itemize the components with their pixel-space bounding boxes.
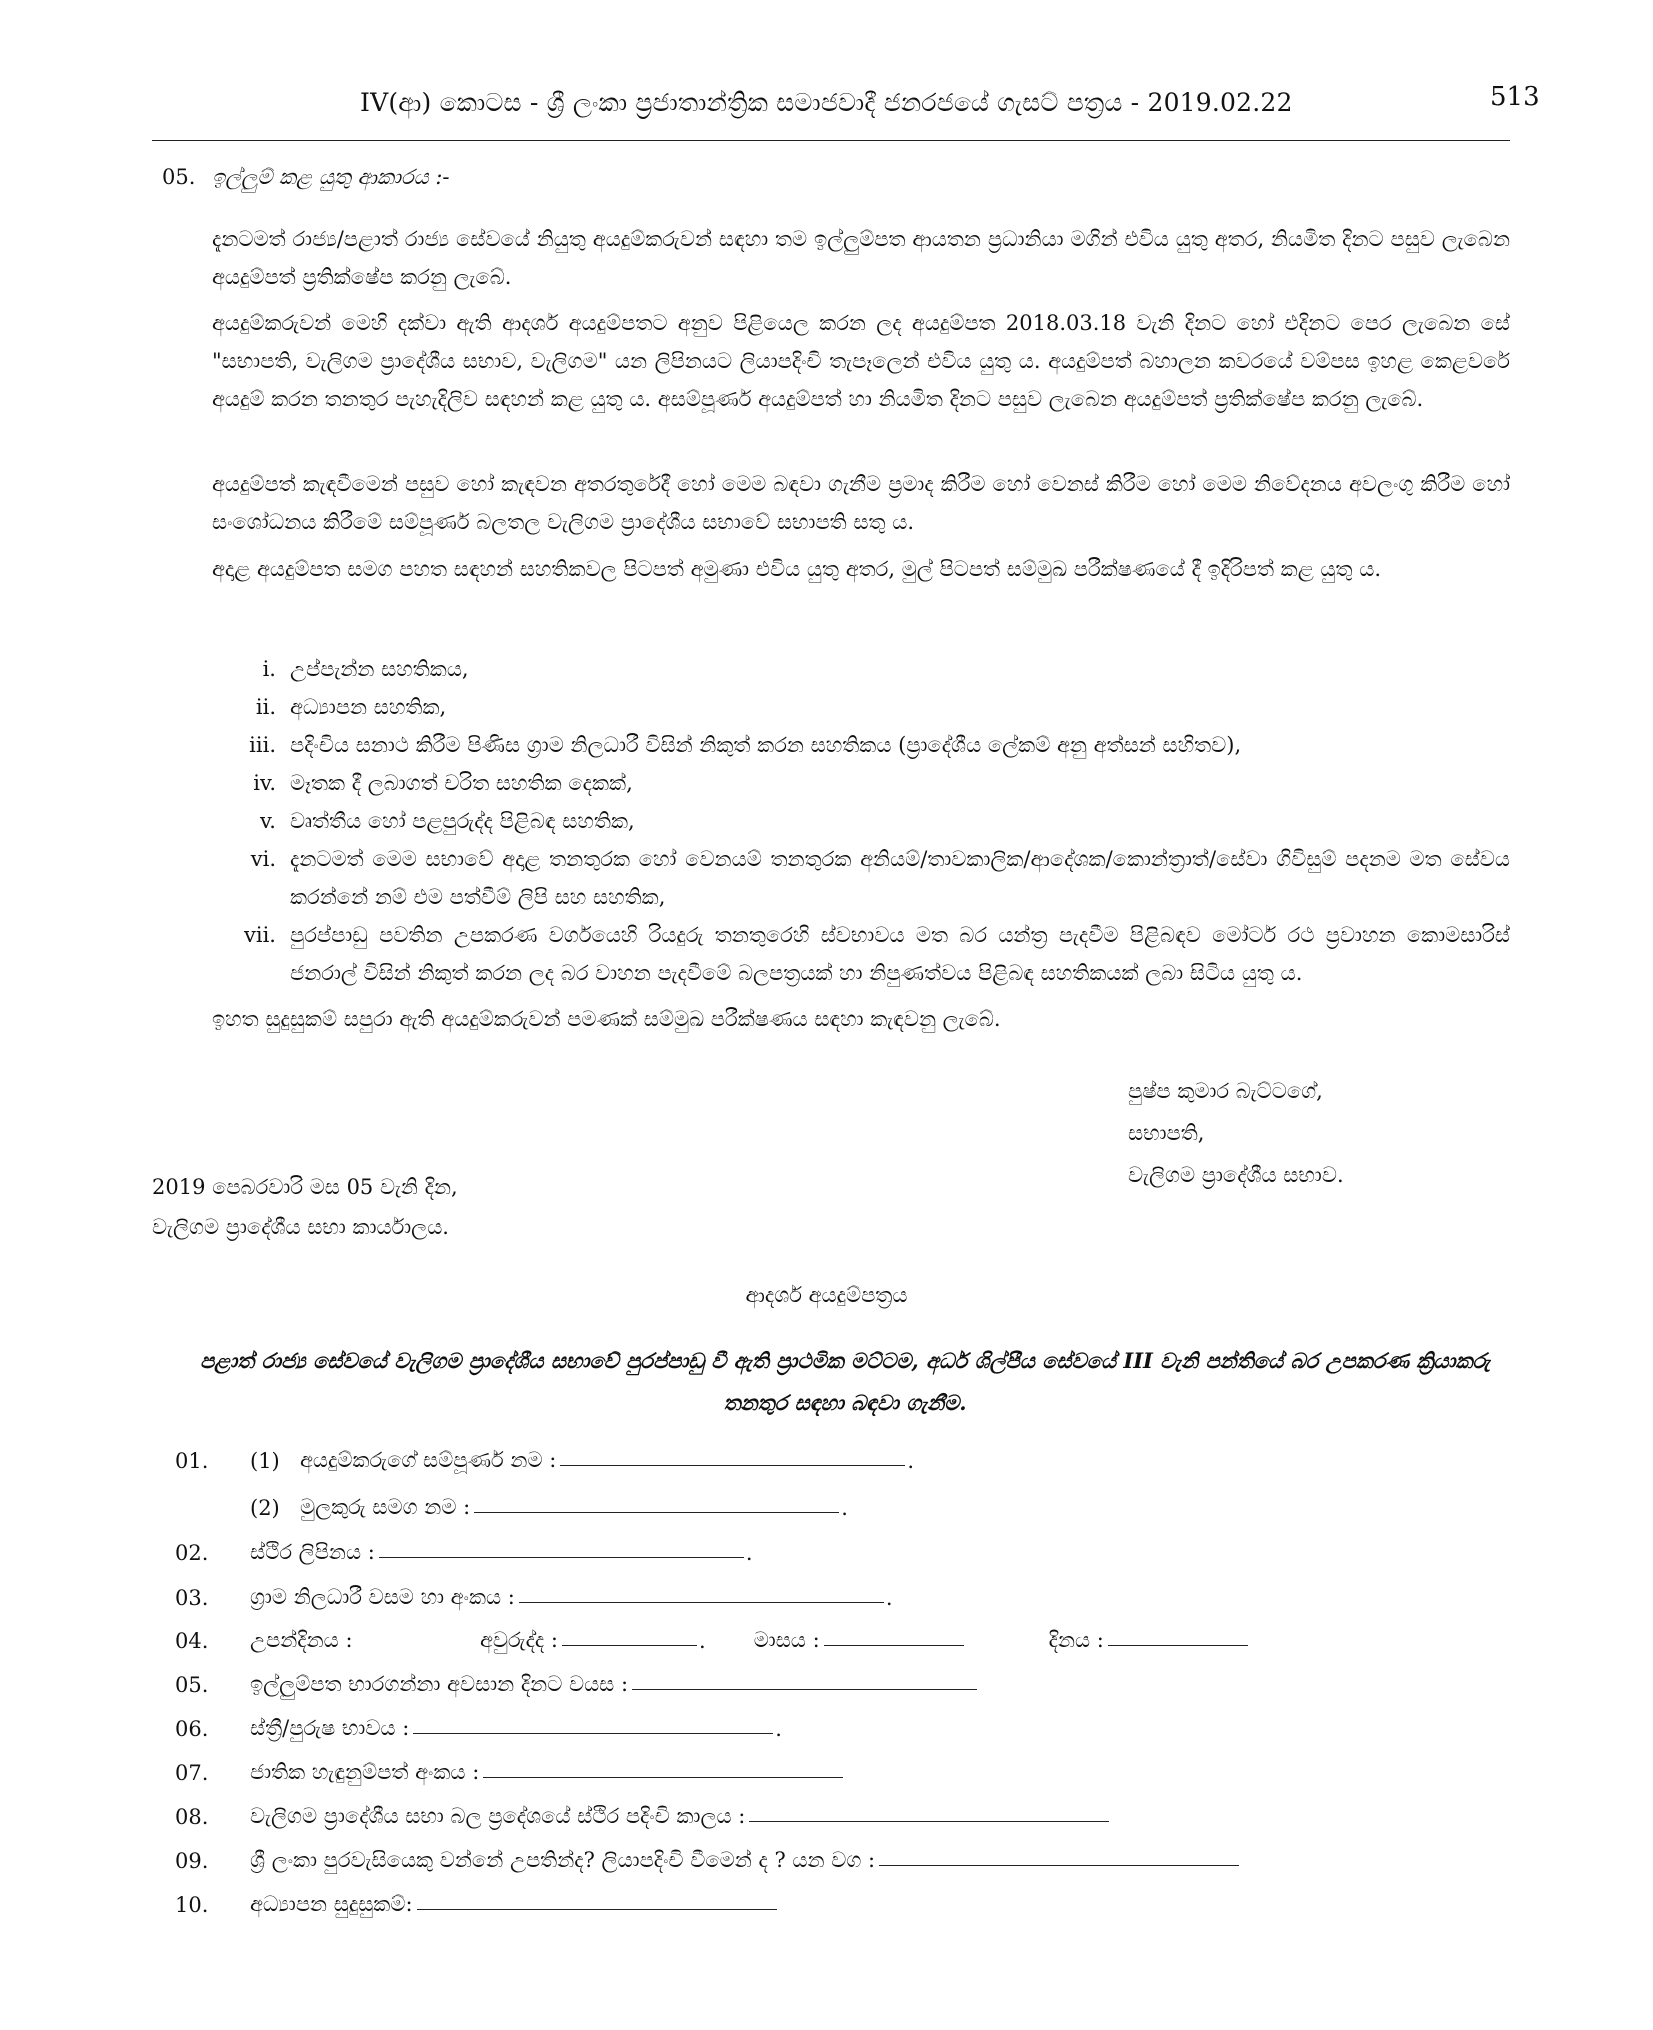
field-gender: 06. ස්ත්‍රී/පුරුෂ භාවය : . — [175, 1716, 782, 1741]
dob-year-blank[interactable] — [562, 1645, 697, 1646]
field-number: 02. — [175, 1541, 209, 1565]
field-nic — [175, 1760, 843, 1785]
paragraph-attachments: අදාළ අයදුම්පත සමග පහත සඳහන් සහතිකවල පිටපත් අමුණා එවිය යුතු අතර, මුල් පිටපත් සම්මුඛ පරීක්ෂණයේ දී ඉදිරිපත් කළ යුතු ය. — [212, 557, 1382, 581]
dob-month-blank[interactable] — [824, 1645, 964, 1646]
paragraph-deadline: අයදුම්කරුවන් මෙහි දක්වා ඇති ආදර්ශ අයදුම්පතට අනුව පිළියෙල කරන ලද අයදුම්පත 2018.03.18 වැනි දිනට හෝ එදිනට පෙර ලැබෙන සේ "සභාපති, වැලිගම ප්‍රාදේශීය සභාව, වැලිගම" යන ලිපිනයට ලියාපදිංචි තැපෑලෙන් එවිය යුතු ය. අයදුම්පත් බහාලන කවරයේ වම්පස ඉහළ කෙළවරේ අයදුම් කරන තනතුර පැහැදිලිව සඳහන් කළ යුතු ය. අසම්පූර්ණ අයදුම්පත් හා නියමිත දිනට පසුව ලැබෙන අයදුම්පත් ප්‍රතික්ෂේප කරනු ලැබේ. — [212, 311, 1510, 411]
list-item: ii. අධ්‍යාපන සහතික, — [255, 695, 447, 719]
signatory-title: සභාපති, — [1128, 1121, 1205, 1145]
field-number: 06. — [175, 1717, 209, 1741]
field-number: 07. — [175, 1761, 209, 1785]
section-heading-text: ඉල්ලුම් කළ යුතු ආකාරය :- — [212, 165, 450, 189]
list-item: vii. පුරප්පාඩු පවතින උපකරණ වර්ගයෙහි රියදුරු තනතුරෙහි ස්වභාවය මත බර යන්ත්‍ර පැදවීම පිළිබඳව මෝටර් රථ ප්‍රවාහන කොමසාරිස් ජනරාල් විසින් නිකුත් කරන ලද බර වාහන පැදවීමේ බලපත්‍රයක් හා නිපුණත්වය පිළිබඳ සහතිකයක් ලබා සිටිය යුතු ය. — [244, 923, 1510, 985]
paragraph-authority: අයදුම්පත් කැඳවීමෙන් පසුව හෝ කැඳවන අතරතුරේදී හෝ මෙම බඳවා ගැනීම ප්‍රමාද කිරීම හෝ වෙනස් කිරීම හෝ මෙම නිවේදනය අවලංගු කිරීම හෝ සංශෝධනය කිරීමේ සම්පූර්ණ බලතල වැලිගම ප්‍රාදේශීය සභාවේ සභාපති සතු ය. — [212, 472, 1510, 534]
field-residence-period — [175, 1804, 1109, 1829]
field-label: ඉල්ලුම්පත භාරගන්නා අවසාන දිනට වයස : — [250, 1672, 629, 1696]
issue-place: වැලිගම ප්‍රාදේශීය සභා කාර්යාලය. — [152, 1215, 449, 1239]
blank-line[interactable] — [483, 1777, 843, 1778]
field-citizenship — [175, 1848, 1239, 1873]
field-number: 08. — [175, 1805, 209, 1829]
field-number: 01. — [175, 1449, 209, 1473]
list-item: iv. මෑතක දී ලබාගත් චරිත සහතික දෙකක්, — [253, 771, 633, 795]
blank-line[interactable] — [632, 1689, 977, 1690]
blank-line[interactable] — [749, 1821, 1109, 1822]
signatory-name: පුෂ්ප කුමාර බැට්ටගේ, — [1128, 1079, 1323, 1103]
page-number: 513 — [1490, 82, 1540, 112]
field-label: අධ්‍යාපන සුදුසුකම්: — [250, 1892, 413, 1916]
closing-note: ඉහත සුදුසුකම් සපුරා ඇති අයදුම්කරුවන් පමණක් සම්මුඛ පරීක්ෂණය සඳහා කැඳවනු ලැබේ. — [212, 1007, 1001, 1031]
field-full-name: 01. (1) අයදුම්කරුගේ සම්පූර්ණ නම : . — [175, 1448, 915, 1473]
paragraph-submission: දැනටමත් රාජ්‍ය/පළාත් රාජ්‍ය සේවයේ නියුතු අයදුම්කරුවන් සඳහා තම ඉල්ලුම්පත ආයතන ප්‍රධානියා මගින් එවිය යුතු අතර, නියමිත දිනට පසුව ලැබෙන අයදුම්පත් ප්‍රතික්ෂේප කරනු ලැබේ. — [212, 227, 1510, 289]
field-sub-number: (2) — [250, 1496, 280, 1520]
field-gn-division: 03. ග්‍රාම නිලධාරී වසම හා අංකය : . — [175, 1585, 893, 1610]
list-item: i. උප්පැන්න සහතිකය, — [262, 657, 469, 681]
form-subtitle: පළාත් රාජ්‍ය සේවයේ වැලිගම ප්‍රාදේශීය සභාවේ පුරප්පාඩු වී ඇති ප්‍රාථමික මට්ටම, අර්ධ ශිල්පීය සේවයේ III වැනි පන්තියේ බර උපකරණ ක්‍රියාකරු තනතුර සඳහා බඳවා ගැනීම. — [199, 1348, 1491, 1415]
section-number: 05. — [162, 165, 196, 189]
field-label: ශ්‍රී ලංකා පුරවැසියෙකු වන්නේ උපතින්ද? ලියාපදිංචි වීමෙන් ද ? යන වග : — [250, 1848, 876, 1872]
blank-line[interactable] — [879, 1865, 1239, 1866]
field-label: අයදුම්කරුගේ සම්පූර්ණ නම : — [300, 1448, 557, 1472]
header-divider — [152, 140, 1510, 141]
documents-list — [212, 650, 1510, 992]
dob-day-label: දිනය : — [1048, 1628, 1104, 1652]
blank-line[interactable] — [519, 1602, 884, 1603]
field-label: වැලිගම ප්‍රාදේශීය සභා බල ප්‍රදේශයේ ස්ථිර පදිංචි කාලය : — [250, 1804, 746, 1828]
field-label: මුලකුරු සමග නම : — [300, 1495, 471, 1519]
list-item: vi. දැනටමත් මෙම සභාවේ අදාළ තනතුරක හෝ වෙනයම් තනතුරක අනියම්/තාවකාලික/ආදේශක/කොන්ත්‍රාත්/සේවා ගිවිසුම් පදනම මත සේවය කරන්නේ නම් එම පත්වීම් ලිපි සහ සහතික, — [250, 847, 1510, 909]
field-name-with-initials: (2) මුලකුරු සමග නම : . — [250, 1495, 848, 1520]
field-label: ජාතික හැඳුනුම්පත් අංකය : — [250, 1760, 480, 1784]
field-number: 04. — [175, 1629, 209, 1653]
list-item: v. වෘත්තීය හෝ පළපුරුද්ද පිළිබඳ සහතික, — [259, 809, 635, 833]
blank-line[interactable] — [474, 1512, 839, 1513]
field-label: උපන්දිනය : — [250, 1628, 353, 1652]
dob-day-blank[interactable] — [1108, 1645, 1248, 1646]
field-sub-number: (1) — [250, 1449, 280, 1473]
form-title: ආදර්ශ අයදුම්පත්‍රය — [745, 1283, 908, 1307]
field-permanent-address: 02. ස්ථිර ලිපිනය : . — [175, 1540, 753, 1565]
signatory-office: වැලිගම ප්‍රාදේශීය සභාව. — [1128, 1163, 1344, 1187]
blank-line[interactable] — [379, 1557, 744, 1558]
blank-line[interactable] — [560, 1465, 905, 1466]
field-education — [175, 1892, 777, 1917]
field-age — [175, 1672, 977, 1697]
signature-block — [1128, 1070, 1344, 1196]
field-date-of-birth: 04. උපන්දිනය : අවුරුද්ද : . මාසය : දිනය : — [175, 1628, 1248, 1653]
section-heading — [162, 165, 450, 190]
field-label: ග්‍රාම නිලධාරී වසම හා අංකය : — [250, 1585, 515, 1609]
field-label: ස්ත්‍රී/පුරුෂ භාවය : — [250, 1716, 410, 1740]
issue-date-block — [152, 1167, 458, 1247]
dob-month-label: මාසය : — [753, 1628, 820, 1652]
field-number: 10. — [175, 1893, 209, 1917]
field-number: 03. — [175, 1586, 209, 1610]
field-number: 09. — [175, 1849, 209, 1873]
issue-date: 2019 පෙබරවාරි මස 05 වැනි දින, — [152, 1175, 458, 1199]
list-item: iii. පදිංචිය සනාථ කිරීම පිණිස ග්‍රාම නිලධාරී විසින් නිකුත් කරන සහතිකය (ප්‍රාදේශීය ලේකම් අනු අත්සන් සහිතව), — [249, 733, 1242, 757]
field-label: ස්ථිර ලිපිනය : — [250, 1540, 375, 1564]
dob-year-label: අවුරුද්ද : — [480, 1628, 558, 1652]
blank-line[interactable] — [417, 1909, 777, 1910]
field-number: 05. — [175, 1673, 209, 1697]
gazette-header-title: IV(ආ) කොටස - ශ්‍රී ලංකා ප්‍රජාතාන්ත්‍රික සමාජවාදී ජනරජයේ ගැසට් පත්‍රය - 2019.02.22 — [360, 88, 1293, 117]
blank-line[interactable] — [413, 1733, 773, 1734]
